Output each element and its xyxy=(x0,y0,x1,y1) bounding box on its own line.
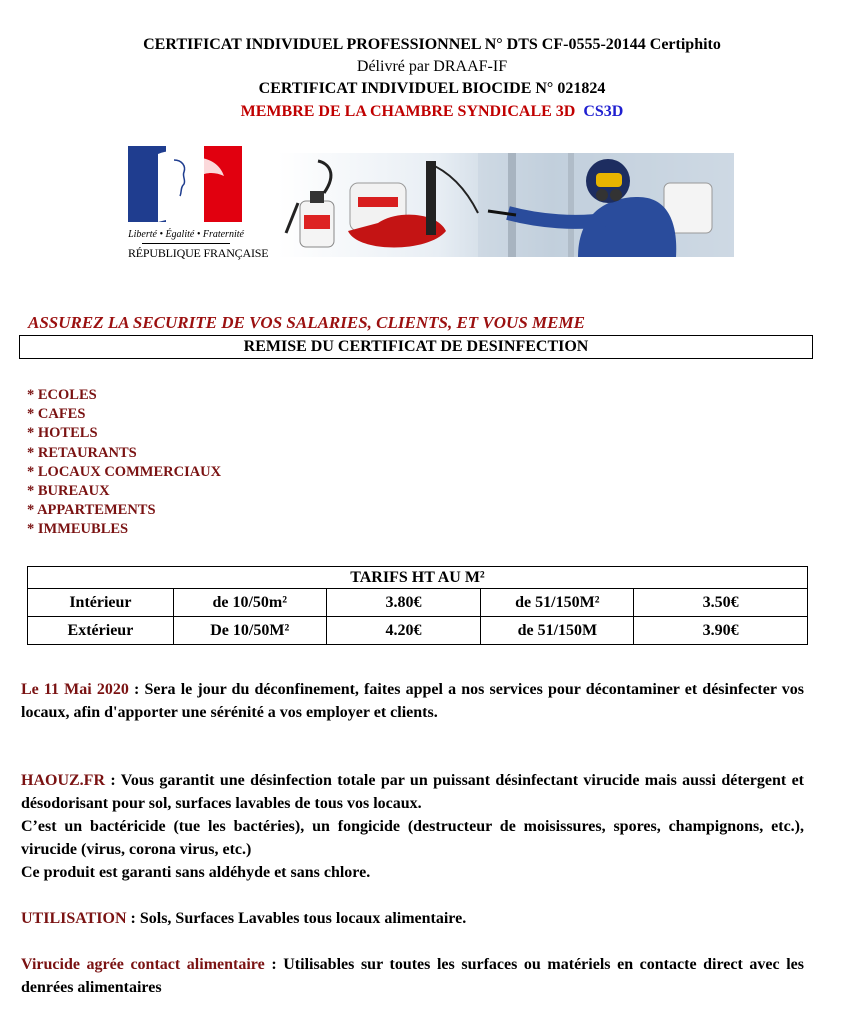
list-item: * IMMEUBLES xyxy=(27,521,129,538)
list-item: * ECOLES xyxy=(27,387,97,403)
paragraph-reopening xyxy=(21,678,804,724)
paragraph-lead: HAOUZ.FR xyxy=(21,772,105,789)
paragraph-guarantee xyxy=(21,769,804,884)
membership-text: MEMBRE DE LA CHAMBRE SYNDICALE 3D xyxy=(240,103,576,120)
table-row xyxy=(28,589,808,617)
table-cell: 3.80€ xyxy=(326,589,481,617)
table-cell: 3.90€ xyxy=(634,617,808,645)
paragraph-text: : Sols, Surfaces Lavables tous locaux alimentaire. xyxy=(126,910,467,927)
paragraph-lead: Le 11 Mai 2020 xyxy=(21,681,129,698)
table-cell: Extérieur xyxy=(28,617,174,645)
list-item: * CAFES xyxy=(27,406,86,423)
certificate-line-3: CERTIFICAT INDIVIDUEL BIOCIDE N° 021824 xyxy=(258,80,606,97)
list-item: * RETAURANTS xyxy=(27,444,137,461)
paragraph-food-contact xyxy=(21,953,804,999)
section-title: REMISE DU CERTIFICAT DE DESINFECTION xyxy=(19,335,813,359)
paragraph-text: C’est un bactéricide (tue les bactéries), un fongicide (destructeur de moisissures, spores, champignons, etc.), virucide (virus, corona virus, etc.) xyxy=(21,818,804,858)
logo-motto: Liberté • Égalité • Fraternité xyxy=(128,229,244,240)
paragraph-text: : Utilisables sur toutes les surfaces ou matériels en contacte direct avec les denrées alimentaires xyxy=(21,956,804,996)
list-item: * BUREAUX xyxy=(27,483,110,500)
logo-name: RÉPUBLIQUE FRANÇAISE xyxy=(128,246,269,260)
certificate-line-1: CERTIFICAT INDIVIDUEL PROFESSIONNEL N° DTS CF-0555-20144 Certiphito xyxy=(143,36,721,53)
paragraph-text: : Vous garantit une désinfection totale par un puissant désinfectant virucide mais aussi détergent et désodorisant pour sol, surfaces lavables de tous vos locaux. xyxy=(21,772,804,812)
table-cell: de 51/150M² xyxy=(481,589,634,617)
marianne-flag-icon xyxy=(128,146,242,222)
table-cell: De 10/50M² xyxy=(173,617,326,645)
paragraph-text: Ce produit est garanti sans aldéhyde et sans chlore. xyxy=(21,864,371,881)
table-cell: Intérieur xyxy=(28,589,174,617)
tagline: ASSUREZ LA SECURITE DE VOS SALARIES, CLIENTS, ET VOUS MEME xyxy=(28,313,585,332)
paragraph-lead: UTILISATION xyxy=(21,910,127,927)
logo-divider xyxy=(142,243,230,244)
membership-line xyxy=(0,101,864,122)
table-cell: de 10/50m² xyxy=(173,589,326,617)
table-row xyxy=(28,617,808,645)
paragraph-text: : Sera le jour du déconfinement, faites appel a nos services pour décontaminer et désinfecter vos locaux, afin d'apporter une sérénité a vos employer et clients. xyxy=(21,681,805,721)
table-cell: 3.50€ xyxy=(634,589,808,617)
tarifs-table xyxy=(27,566,808,645)
locations-list xyxy=(27,386,221,540)
sprayer-equipment-photo xyxy=(278,153,734,257)
republique-francaise-logo xyxy=(128,146,269,274)
paragraph-usage xyxy=(21,907,804,930)
paragraph-lead: Virucide agrée contact alimentaire xyxy=(21,956,265,973)
membership-code: CS3D xyxy=(583,103,624,120)
tarifs-title: TARIFS HT AU M² xyxy=(28,567,808,589)
table-cell: 4.20€ xyxy=(326,617,481,645)
issued-by: Délivré par DRAAF-IF xyxy=(356,58,508,75)
list-item: * LOCAUX COMMERCIAUX xyxy=(27,463,222,480)
table-cell: de 51/150M xyxy=(481,617,634,645)
list-item: * HOTELS xyxy=(27,425,98,442)
list-item: * APPARTEMENTS xyxy=(27,502,156,519)
